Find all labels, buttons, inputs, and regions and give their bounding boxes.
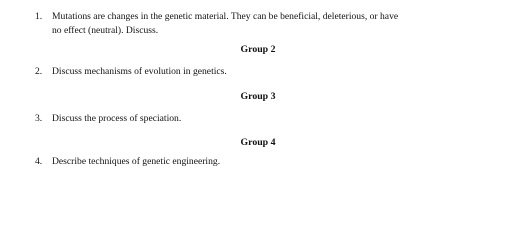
group-heading-text: Group 3 xyxy=(240,91,276,102)
question-number: 4. xyxy=(35,156,43,167)
question-text-line: Mutations are changes in the genetic material. They can be beneficial, deleterious, or have xyxy=(52,11,399,22)
question-number: 1. xyxy=(35,11,43,22)
question-number: 2. xyxy=(35,66,43,77)
question-text: Describe techniques of genetic engineering. xyxy=(52,156,221,167)
cropped-previous-text xyxy=(0,0,524,2)
group-heading xyxy=(0,137,524,149)
group-heading-text: Group 4 xyxy=(240,137,276,148)
group-heading xyxy=(0,44,524,56)
question-text-line: no effect (neutral). Discuss. xyxy=(52,25,159,36)
question-text: Discuss mechanisms of evolution in genetics. xyxy=(52,66,227,77)
question-text: Discuss the process of speciation. xyxy=(52,113,182,124)
question-text xyxy=(52,10,472,38)
group-heading-text: Group 2 xyxy=(240,44,276,55)
group-heading xyxy=(0,91,524,103)
question-number: 3. xyxy=(35,113,43,124)
